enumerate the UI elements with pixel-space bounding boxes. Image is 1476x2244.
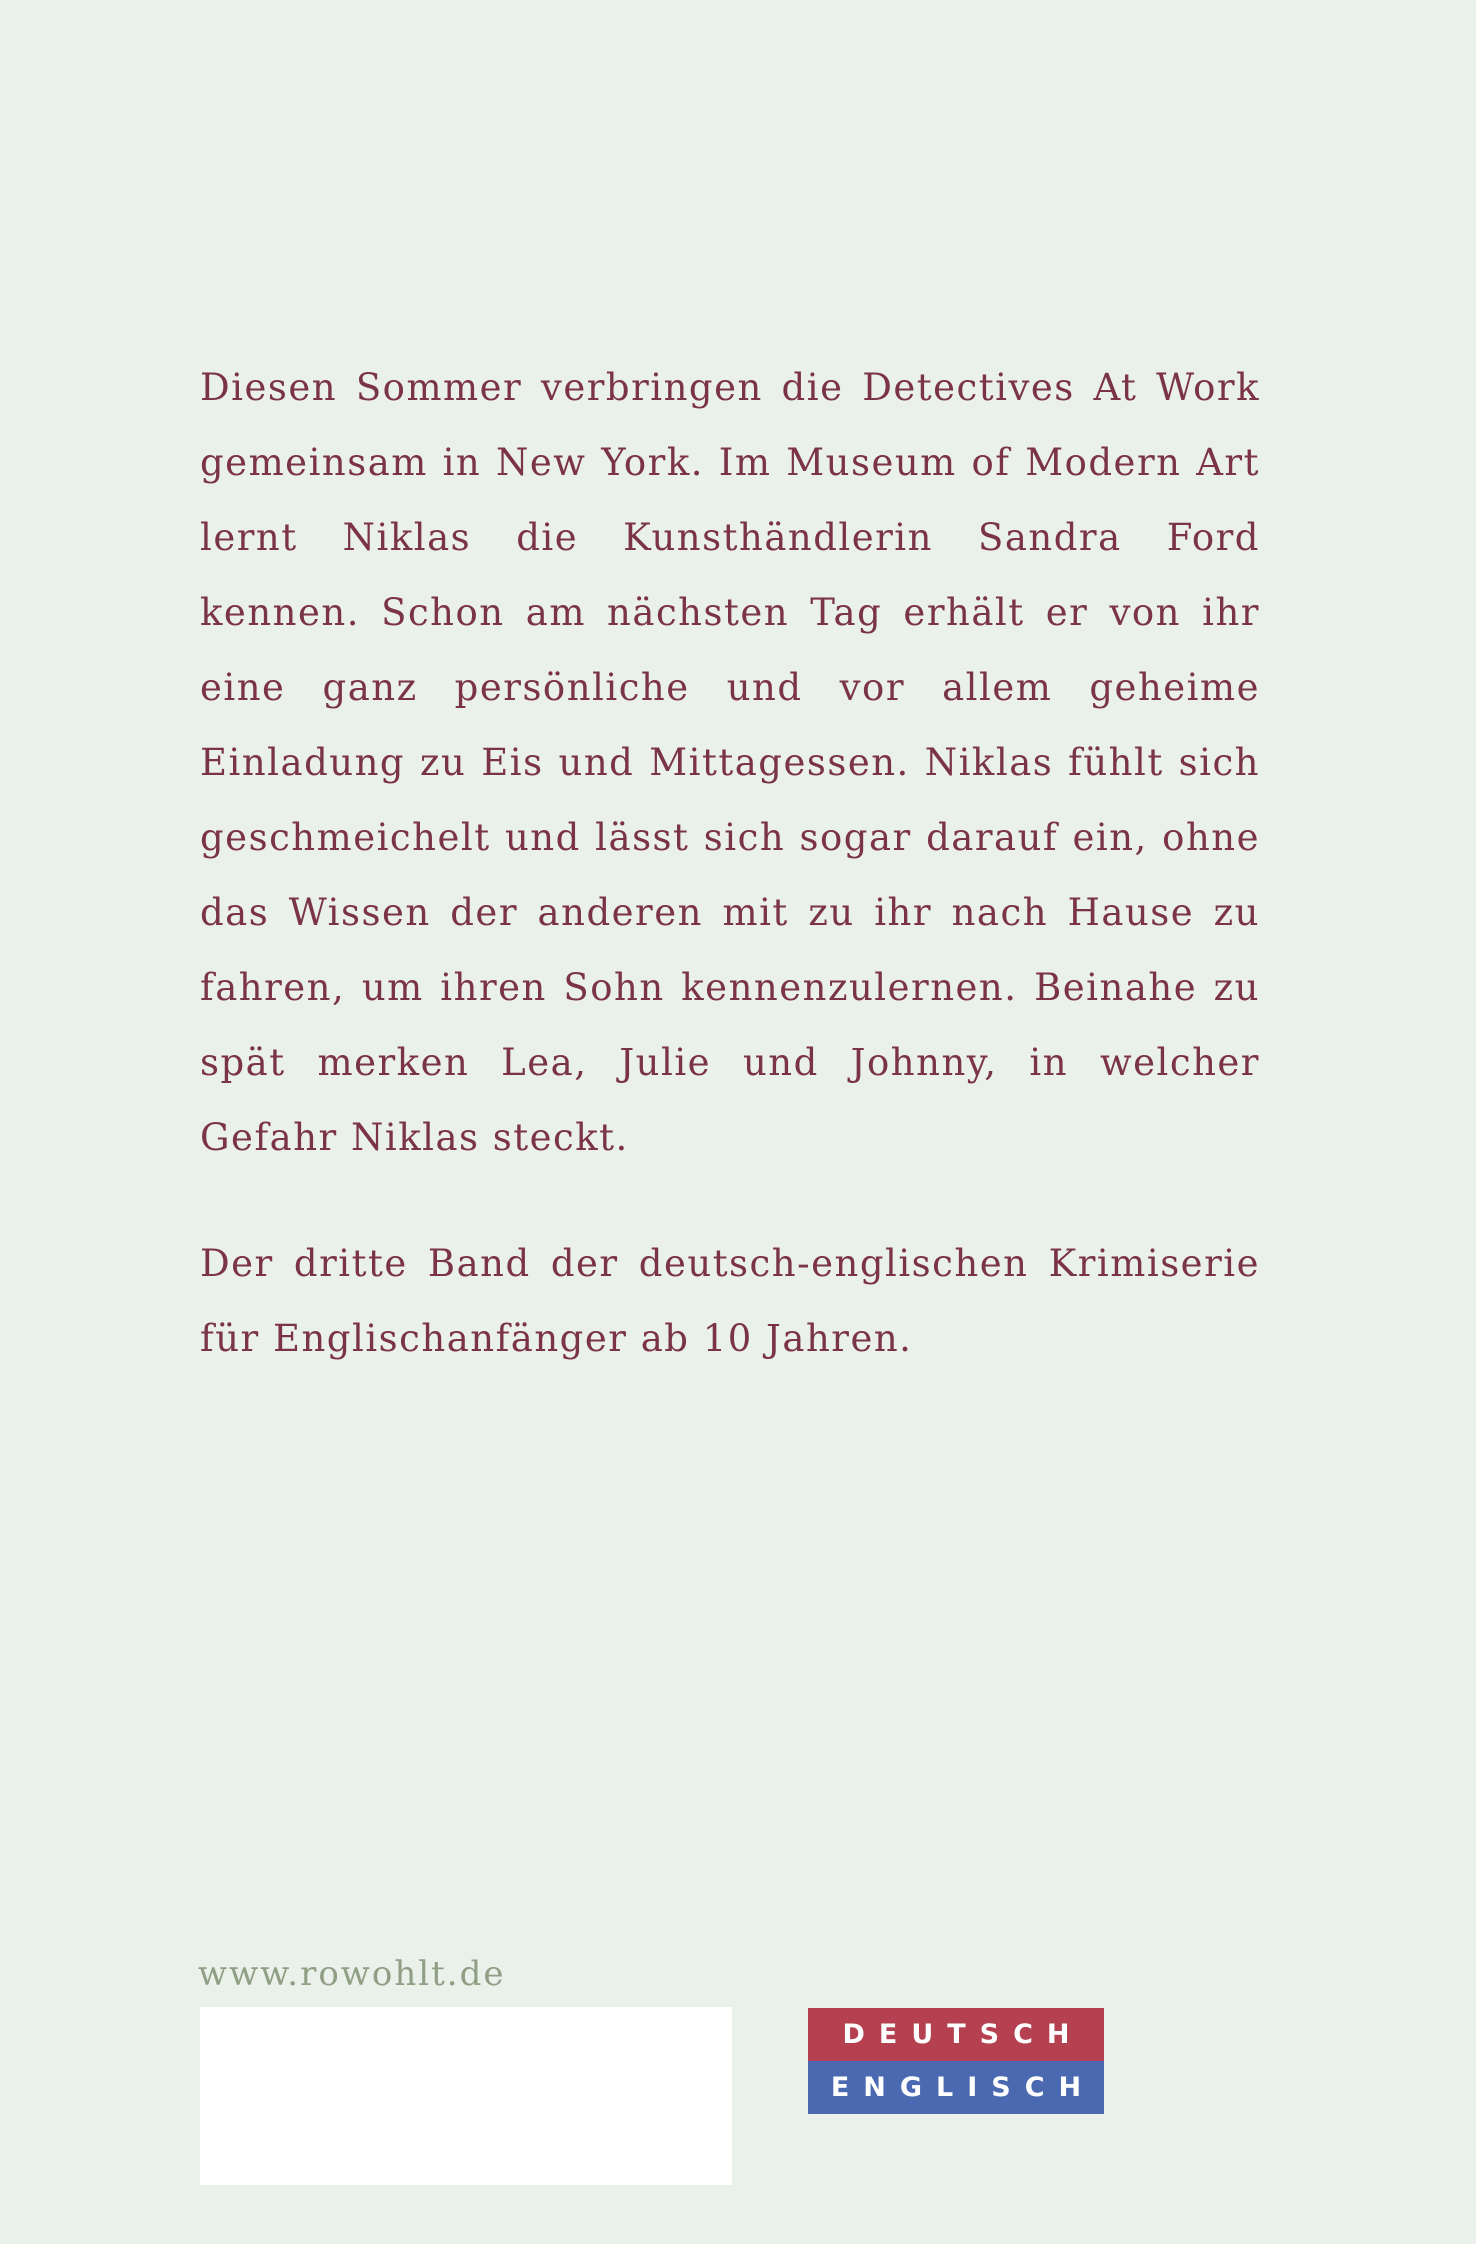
- blurb-text: [200, 350, 1260, 1376]
- barcode-area: [200, 2007, 732, 2185]
- blurb-paragraph-2: Der dritte Band der deutsch-englischen Krimiserie für Englischanfänger ab 10 Jahren.: [200, 1242, 1260, 1360]
- badge-label-deutsch: DEUTSCH: [808, 2008, 1104, 2061]
- blurb-paragraph-1: Diesen Sommer verbringen die Detectives At Work gemeinsam in New York. Im Museum of Modern Art lernt Niklas die Kunsthändlerin Sandra Ford kennen. Schon am nächsten Tag erhält er von ihr eine ganz persönliche und vor allem geheime Einladung zu Eis und Mittagessen. Niklas fühlt sich geschmeichelt und lässt sich sogar darauf ein, ohne das Wissen der anderen mit zu ihr nach Hause zu fahren, um ihren Sohn kennenzulernen. Beinahe zu spät merken Lea, Julie und Johnny, in welcher Gefahr Niklas steckt.: [200, 366, 1260, 1159]
- publisher-website[interactable]: www.rowohlt.de: [198, 1954, 506, 1994]
- language-badge: [808, 2008, 1104, 2114]
- badge-label-englisch: ENGLISCH: [808, 2061, 1104, 2114]
